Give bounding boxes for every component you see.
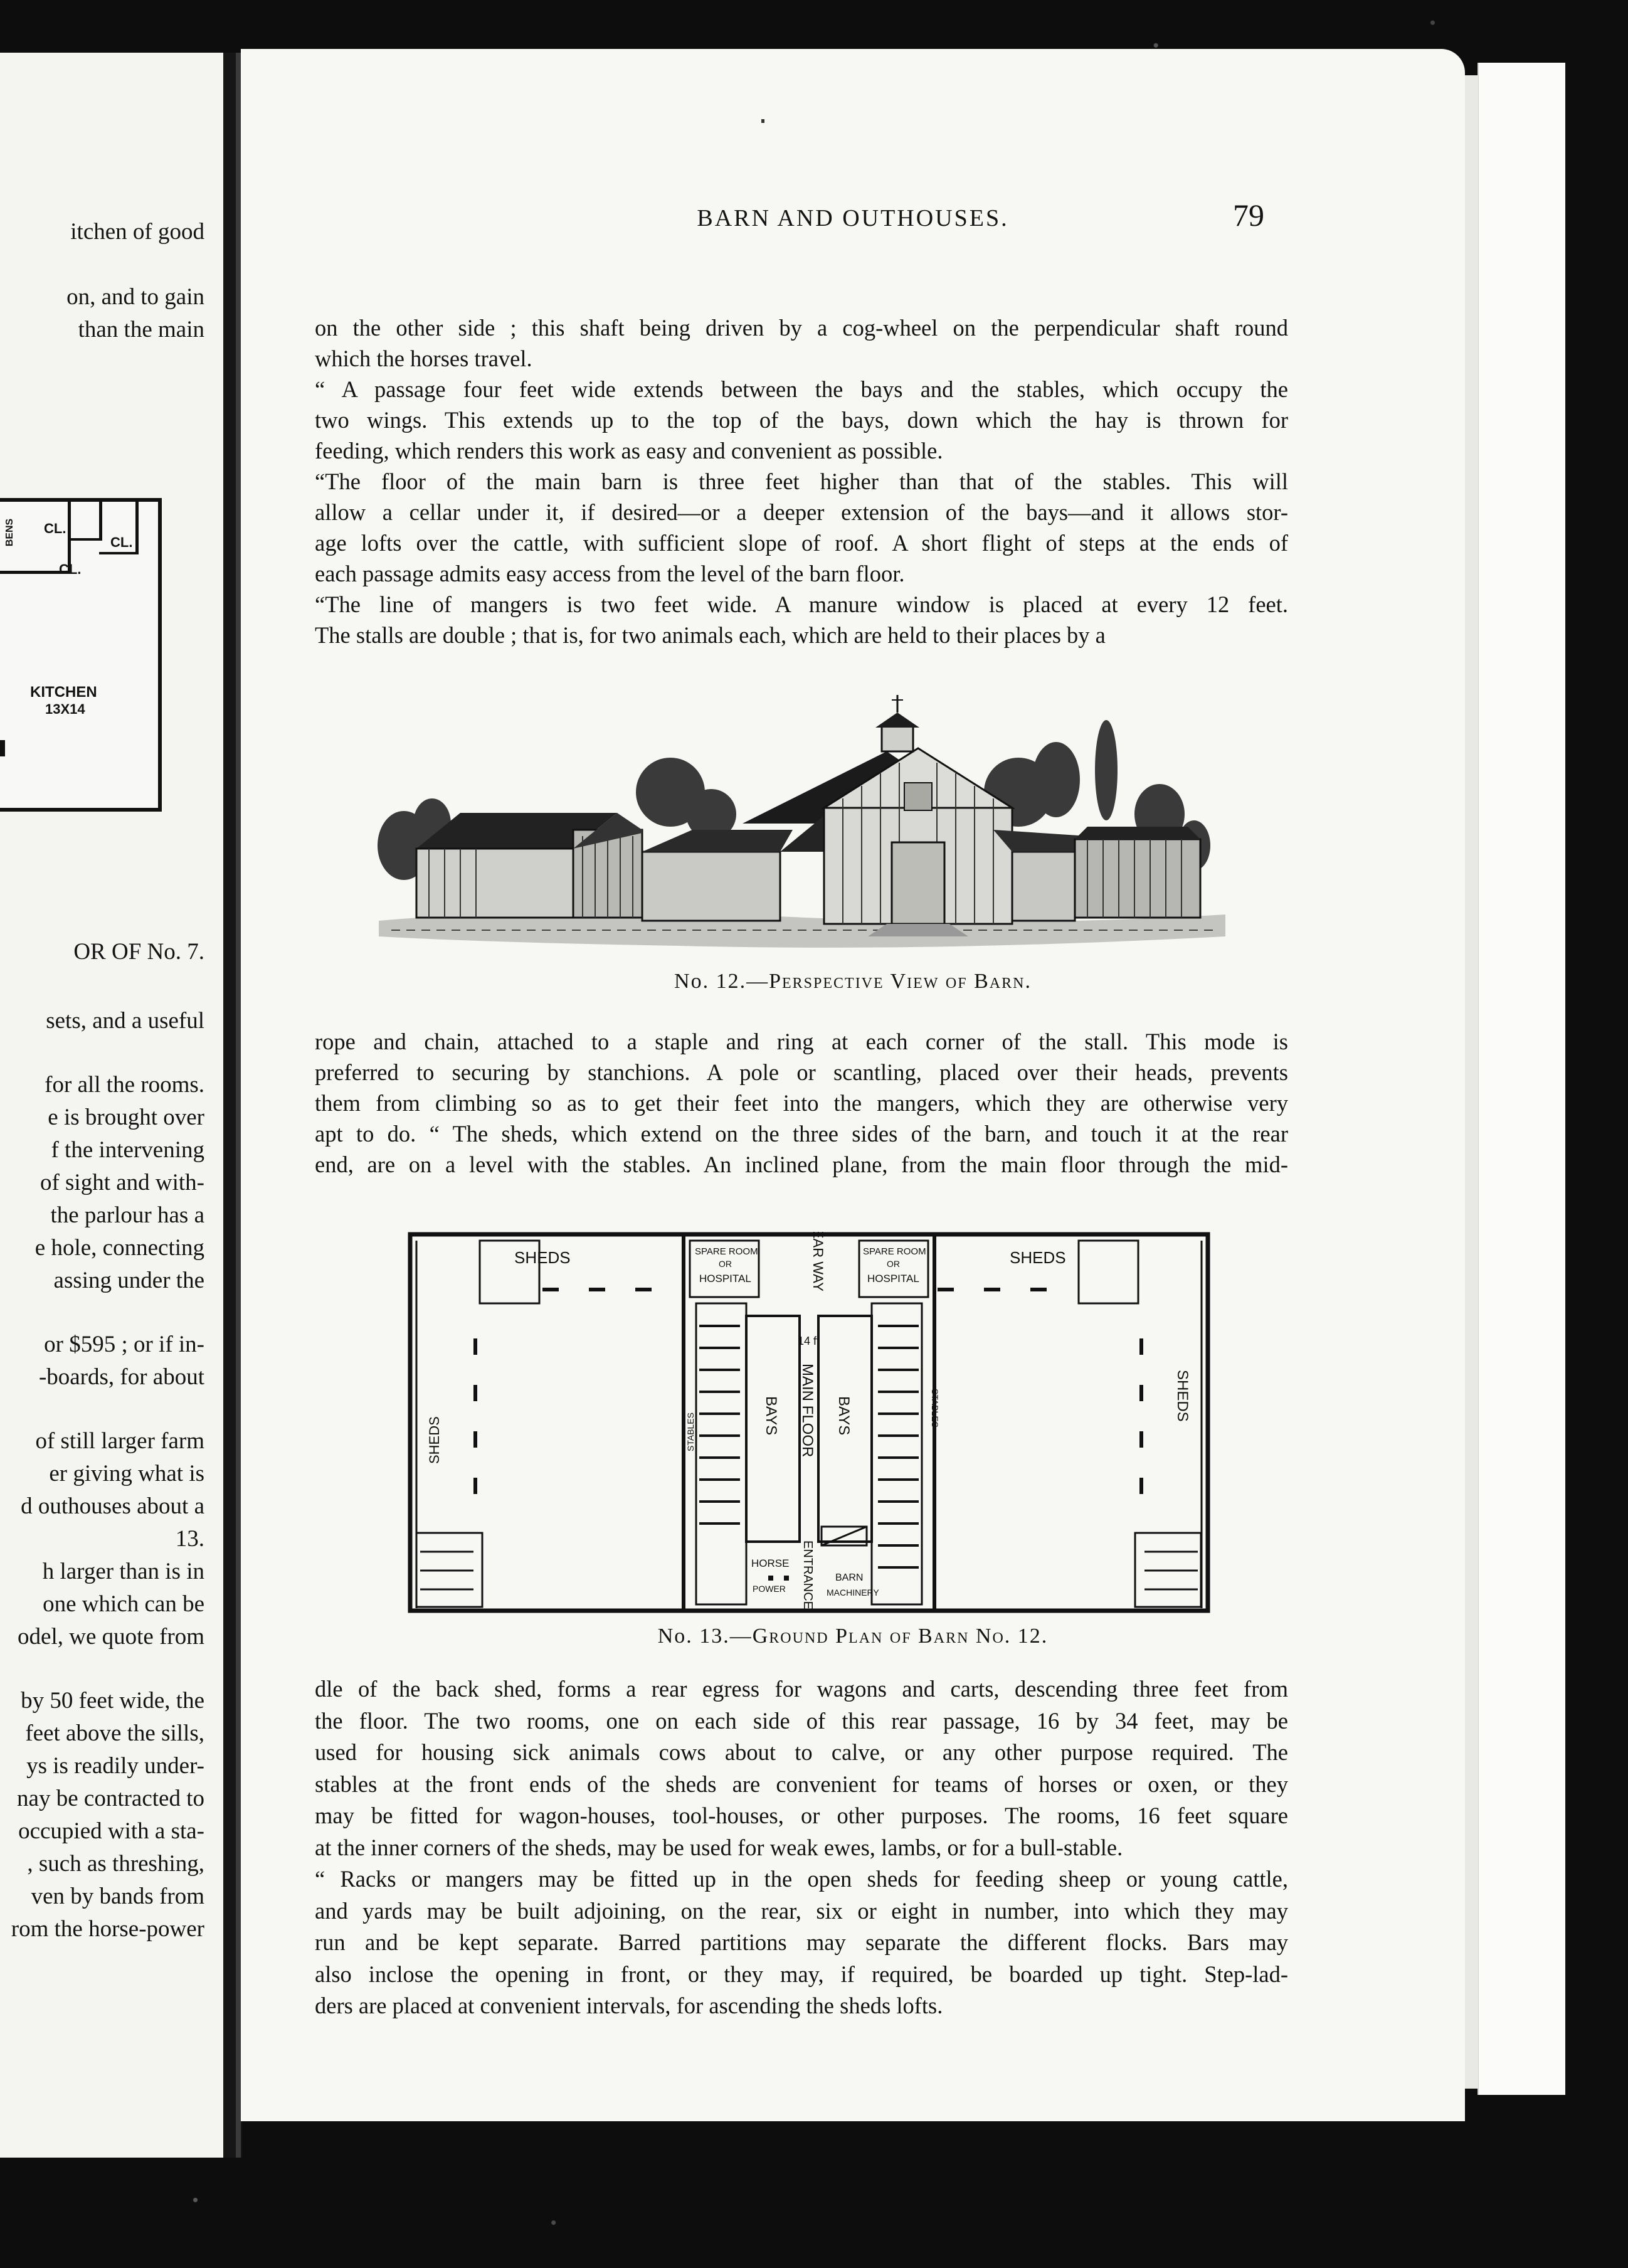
text-line: also inclose the opening in front, or they may, if required, be boarded up tight. Step-lad- xyxy=(315,1961,1288,1987)
left-page-line: by 50 feet wide, the xyxy=(21,1688,204,1714)
left-page-line: er giving what is xyxy=(49,1461,204,1486)
plan-label-closet-3: CL. xyxy=(110,534,133,550)
figure-12-caption xyxy=(241,970,1465,994)
figure-12-number: No. 12.— xyxy=(674,970,769,993)
left-page-line: f the intervening xyxy=(51,1137,204,1163)
label-power: POWER xyxy=(753,1584,786,1594)
left-page-line: h larger than is in xyxy=(42,1559,204,1584)
ink-speck xyxy=(761,119,764,123)
label-horse: HORSE xyxy=(751,1557,790,1569)
left-page-line: e hole, connecting xyxy=(34,1235,204,1261)
left-page-line: odel, we quote from xyxy=(18,1624,204,1650)
left-page-line: e is brought over xyxy=(48,1105,204,1130)
text-line: stables at the front ends of the sheds are convenient for teams of horses or oxen, or they xyxy=(315,1771,1288,1797)
label-sheds-top-left: SHEDS xyxy=(514,1248,571,1267)
text-line: run and be kept separate. Barred partitions may separate the different flocks. Bars may xyxy=(315,1929,1288,1955)
running-head: BARN AND OUTHOUSES. xyxy=(697,205,1009,231)
barn-perspective-illustration xyxy=(366,689,1238,965)
text-line: apt to do. “ The sheds, which extend on the three sides of the barn, and touch it at the rear xyxy=(315,1121,1288,1147)
label-rear-way: REAR WAY xyxy=(810,1232,826,1291)
left-page-line: feet above the sills, xyxy=(25,1720,204,1746)
left-page-line: d outhouses about a xyxy=(21,1493,204,1519)
text-line: the floor. The two rooms, one on each side of this rear passage, 16 by 34 feet, may be xyxy=(315,1707,1288,1734)
plan-label-closet-1: CL. xyxy=(44,521,66,536)
plan-label-small-room: BENS xyxy=(4,518,16,547)
book-page-79 xyxy=(241,49,1465,2121)
label-or-right: OR xyxy=(887,1259,900,1269)
text-line: “ Racks or mangers may be fitted up in the open sheds for feeding sheep or young cattle, xyxy=(315,1866,1288,1892)
left-page-line: than the main xyxy=(78,317,204,342)
left-page-line: assing under the xyxy=(53,1268,204,1293)
label-bays-left: BAYS xyxy=(763,1396,780,1436)
left-page-line: itchen of good xyxy=(70,219,204,245)
text-line: age lofts over the cattle, with sufficient slope of roof. A short flight of steps at the ends of xyxy=(315,530,1288,556)
figure-13-caption xyxy=(241,1624,1465,1648)
text-line: “The floor of the main barn is three feet higher than that of the stables. This will xyxy=(315,469,1288,494)
text-line: each passage admits easy access from the level of the barn floor. xyxy=(315,561,905,586)
label-stables-left: STABLES xyxy=(685,1412,695,1451)
label-hospital-right: HOSPITAL xyxy=(867,1273,919,1285)
figure-12-title: Perspective View of Barn. xyxy=(769,970,1032,993)
barn-ground-plan xyxy=(408,1232,1210,1614)
left-page-line: of still larger farm xyxy=(35,1428,204,1454)
text-line: and yards may be built adjoining, on the rear, six or eight in number, into which they may xyxy=(315,1897,1288,1924)
text-line: end, are on a level with the stables. An inclined plane, from the main floor through the mid- xyxy=(315,1152,1288,1177)
left-page-line: sets, and a useful xyxy=(46,1008,204,1034)
label-machinery: MACHINERY xyxy=(827,1587,879,1598)
left-page-line: rom the horse-power xyxy=(11,1916,204,1942)
plan-label-kitchen-size: 13X14 xyxy=(45,701,85,717)
page-gutter-edge xyxy=(236,53,241,2158)
left-page-line: , such as threshing, xyxy=(27,1851,204,1877)
label-sheds-left: SHEDS xyxy=(426,1416,442,1464)
label-barn: BARN xyxy=(835,1572,864,1583)
text-line: preferred to securing by stanchions. A pole or scantling, placed over their heads, prevents xyxy=(315,1059,1288,1085)
text-line: allow a cellar under it, if desired—or a deeper extension of the bays—and it allows stor- xyxy=(315,499,1288,525)
left-page-line: or $595 ; or if in- xyxy=(44,1332,204,1357)
left-page-line: on, and to gain xyxy=(66,284,204,310)
left-page-line: ven by bands from xyxy=(31,1884,204,1909)
label-sheds-top-right: SHEDS xyxy=(1010,1248,1066,1267)
text-line: dle of the back shed, forms a rear egress for wagons and carts, descending three feet from xyxy=(315,1676,1288,1702)
text-line: may be fitted for wagon-houses, tool-houses, or other purposes. The rooms, 16 feet square xyxy=(315,1803,1288,1828)
text-line: ders are placed at convenient intervals, for ascending the sheds lofts. xyxy=(315,1993,943,2018)
page-edge-stack xyxy=(1477,63,1565,2095)
figure-13-number: No. 13.— xyxy=(657,1624,753,1648)
label-sheds-right: SHEDS xyxy=(1174,1370,1191,1422)
left-page-line: 13. xyxy=(175,1526,204,1552)
label-hospital-left: HOSPITAL xyxy=(699,1273,751,1285)
left-page-line: of sight and with- xyxy=(40,1170,204,1195)
left-facing-page xyxy=(0,53,223,2158)
left-page-line: for all the rooms. xyxy=(45,1072,204,1098)
text-line: “The line of mangers is two feet wide. A manure window is placed at every 12 feet. xyxy=(315,591,1288,617)
plan-label-closet-2: CL. xyxy=(59,561,82,577)
label-bays-right: BAYS xyxy=(835,1396,852,1436)
plan-label-kitchen: KITCHEN xyxy=(30,684,97,701)
text-line: The stalls are double ; that is, for two animals each, which are held to their places by a xyxy=(315,622,1106,648)
left-page-line: OR OF No. 7. xyxy=(73,939,204,965)
label-stables-right: STABLES xyxy=(930,1389,940,1428)
page-number: 79 xyxy=(1233,198,1264,233)
text-line: at the inner corners of the sheds, may be used for weak ewes, lambs, or for a bull-stable. xyxy=(315,1834,1123,1860)
text-line: feeding, which renders this work as easy and convenient as possible. xyxy=(315,438,943,464)
label-main-floor: MAIN FLOOR xyxy=(799,1364,816,1458)
kitchen-floor-plan-fragment xyxy=(0,498,162,812)
text-line: two wings. This extends up to the top of the bays, down which the hay is thrown for xyxy=(315,407,1288,433)
text-line: used for housing sick animals cows about to calve, or any other purpose required. The xyxy=(315,1739,1288,1765)
left-page-line: -boards, for about xyxy=(38,1364,204,1390)
left-page-line: one which can be xyxy=(43,1591,204,1617)
label-entrance: ENTRANCE xyxy=(801,1540,815,1610)
left-page-line: nay be contracted to xyxy=(17,1786,204,1811)
text-line: “ A passage four feet wide extends between the bays and the stables, which occupy the xyxy=(315,376,1288,402)
label-width-mark: 14 ft xyxy=(798,1335,820,1347)
left-page-line: ys is readily under- xyxy=(26,1753,204,1779)
left-page-line: the parlour has a xyxy=(50,1202,204,1228)
text-line: on the other side ; this shaft being driven by a cog-wheel on the perpendicular shaft round xyxy=(315,315,1288,341)
label-or-left: OR xyxy=(719,1259,732,1269)
text-line: rope and chain, attached to a staple and ring at each corner of the stall. This mode is xyxy=(315,1029,1288,1054)
text-line: them from climbing so as to get their feet into the mangers, which they are otherwise very xyxy=(315,1090,1288,1116)
text-line: which the horses travel. xyxy=(315,346,532,371)
label-spare-room-right: SPARE ROOM xyxy=(863,1246,926,1257)
left-page-line: occupied with a sta- xyxy=(18,1818,204,1844)
label-spare-room-left: SPARE ROOM xyxy=(695,1246,758,1257)
figure-13-title: Ground Plan of Barn No. 12. xyxy=(752,1624,1049,1648)
